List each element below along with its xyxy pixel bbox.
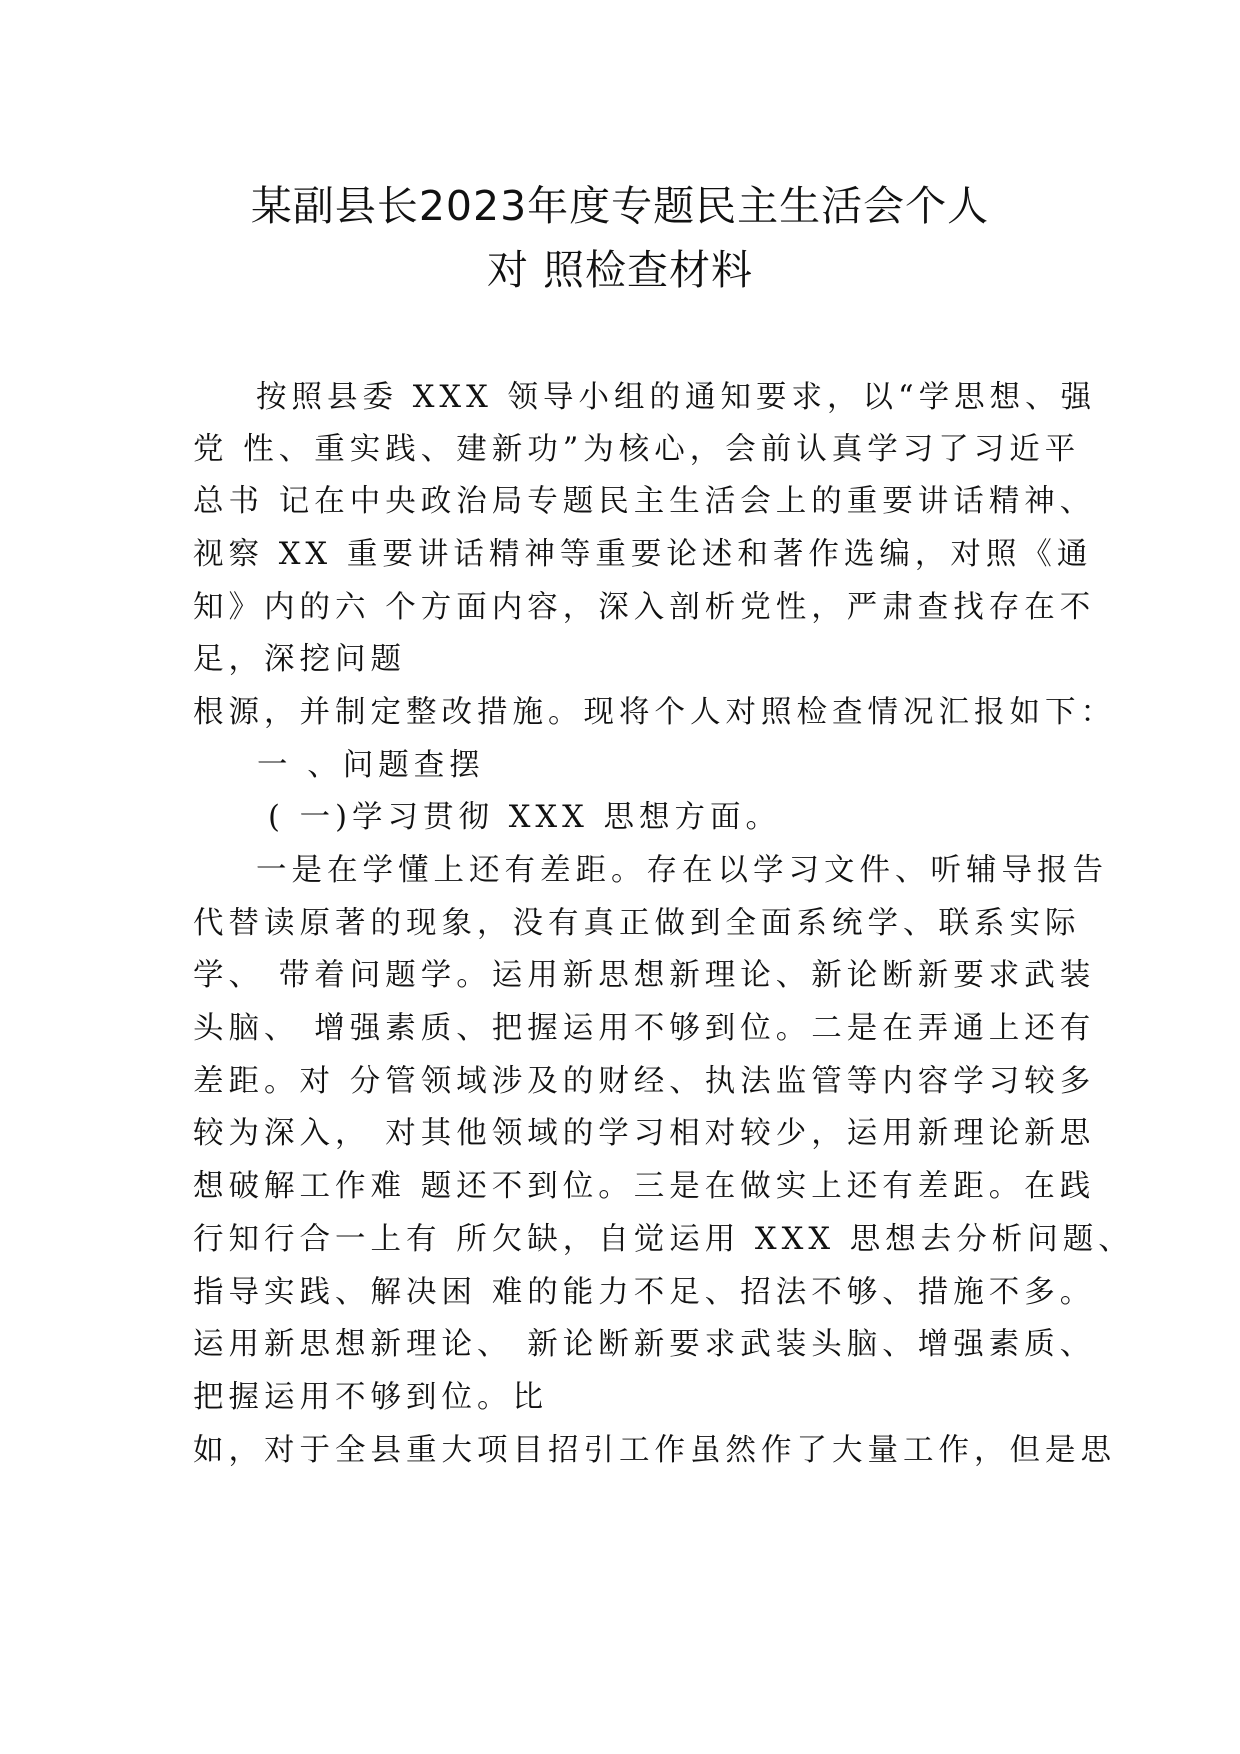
paragraph-intro-line: 视察 XX 重要讲话精神等重要论述和著作选编，对照《通	[193, 537, 1093, 572]
paragraph-body-line: 如，对于全县重大项目招引工作虽然作了大量工作，但是思	[193, 1433, 1116, 1468]
paragraph-body-line: 头脑、 增强素质、把握运用不够到位。二是在弄通上还有	[193, 1011, 1096, 1046]
paragraph-body-line: 一是在学懂上还有差距。存在以学习文件、听辅导报告	[256, 853, 1108, 888]
paragraph-body-line: 把握运用不够到位。比	[193, 1380, 548, 1415]
section-heading: 一 、问题查摆	[257, 748, 485, 783]
paragraph-body-line: 差距。对 分管领域涉及的财经、执法监管等内容学习较多	[193, 1064, 1096, 1099]
paragraph-body-line: 行知行合一上有 所欠缺，自觉运用 XXX 思想去分析问题、	[193, 1222, 1134, 1257]
paragraph-intro-line: 党 性、重实践、建新功”为核心，会前认真学习了习近平	[193, 432, 1081, 467]
paragraph-intro-line: 总书 记在中央政治局专题民主生活会上的重要讲话精神、	[193, 484, 1096, 519]
paragraph-intro-line: 足，深挖问题	[193, 642, 406, 677]
paragraph-body-line: 学、 带着问题学。运用新思想新理论、新论断新要求武装	[193, 958, 1096, 993]
paragraph-body-line: 较为深入， 对其他领域的学习相对较少，运用新理论新思	[193, 1116, 1096, 1151]
paragraph-body-line: 想破解工作难 题还不到位。三是在做实上还有差距。在践	[193, 1169, 1096, 1204]
paragraph-intro-line: 根源，并制定整改措施。现将个人对照检查情况汇报如下：	[193, 695, 1116, 730]
paragraph-intro-line: 按照县委 XXX 领导小组的通知要求，以“学思想、强	[256, 380, 1097, 415]
paragraph-intro-line: 知》内的六 个方面内容，深入剖析党性，严肃查找存在不	[193, 590, 1096, 625]
document-title-line-2: 对 照检查材料	[486, 246, 754, 294]
paragraph-body-line: 指导实践、解决困 难的能力不足、招法不够、措施不多。	[193, 1275, 1096, 1310]
document-title-line-1: 某副县长2023年度专题民主生活会个人	[250, 182, 990, 230]
paragraph-body-line: 代替读原著的现象，没有真正做到全面系统学、联系实际	[193, 906, 1081, 941]
subsection-heading: ( 一)学习贯彻 XXX 思想方面。	[268, 800, 782, 835]
paragraph-body-line: 运用新思想新理论、 新论断新要求武装头脑、增强素质、	[193, 1327, 1096, 1362]
